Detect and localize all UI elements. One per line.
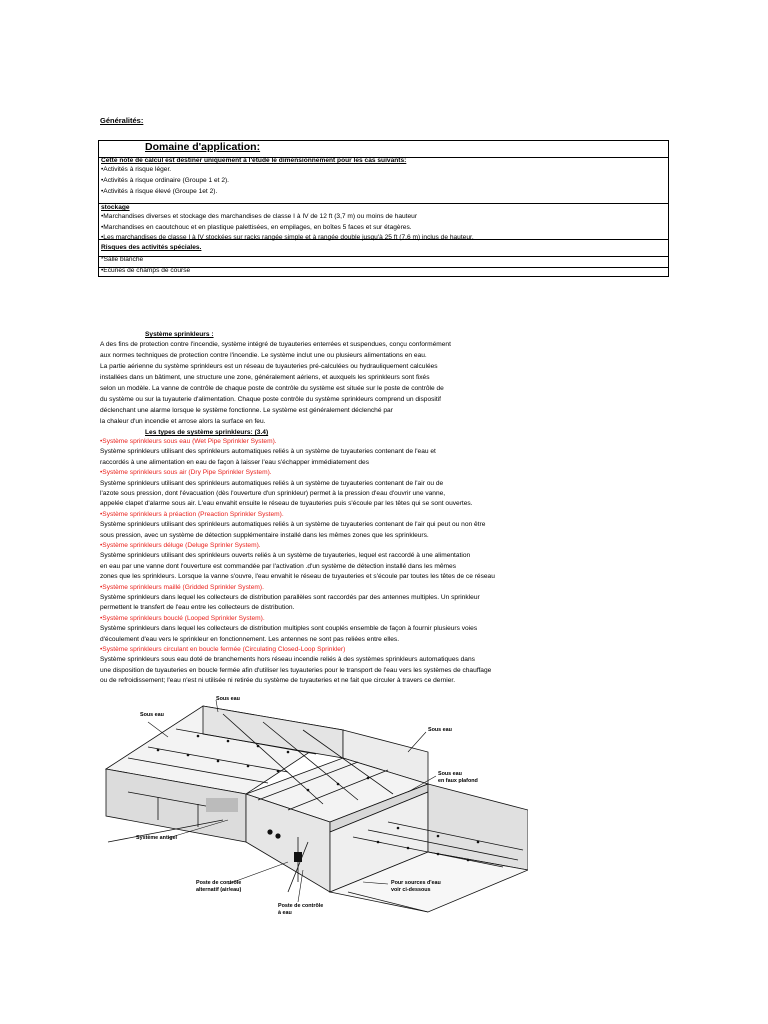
diagram-label-sources: voir ci-dessous bbox=[391, 887, 431, 893]
sprinkler-type-description: zones que les sprinkleurs. Lorsque la vanne s'ouvre, l'eau envahit le réseau de tuyauteries et s'écoule par toutes les têtes de ce réseau bbox=[100, 573, 495, 581]
sprinkler-type-description: une disposition de tuyauteries en boucle fermée afin d'utiliser les tuyauteries pour le transport de l'eau vers les systèmes de chauffage bbox=[100, 666, 492, 674]
sprinkler-type-description: Système sprinkleurs dans lequel les collecteurs de distribution parallèles sont raccordés par des antennes multiples. Un sprinkleur bbox=[100, 594, 480, 601]
sprinkler-type-description: appelée clapet d'alarme sous air. L'eau envahit ensuite le réseau de tuyauteries puis s'écoule par les têtes qui se sont ouvertes. bbox=[100, 500, 473, 508]
diagram-label-faux-plafond: Sous eau bbox=[438, 771, 462, 777]
sprinkler-type-title: •Système sprinkleurs bouclé (Looped Sprinkler System). bbox=[100, 614, 265, 622]
diagram-label-poste-alternatif: Poste de contrôle bbox=[196, 880, 242, 886]
sprinkler-type-title: •Système sprinkleurs sous air (Dry Pipe Sprinkler System). bbox=[100, 469, 272, 477]
sprinkler-type-description: Système sprinkleurs utilisant des sprinkleurs automatiques reliés à un système de tuyauteries contenant de l'air qui peut ou non être bbox=[100, 521, 486, 529]
sprinkler-type-title: •Système sprinkleurs déluge (Deluge Sprinler System). bbox=[100, 542, 261, 549]
sprinkler-type-description: permettent le transfert de l'eau entre les collecteurs de distribution. bbox=[100, 604, 295, 612]
risque-item: *Salle blanche bbox=[101, 256, 144, 263]
box-divider bbox=[99, 203, 668, 204]
sprinkler-type-description: ou de refroidissement; l'eau n'est ni utilisée ni retirée du système de tuyauteries et ne fait que circuler à travers ce dernier. bbox=[100, 677, 456, 685]
stockage-title: stockage bbox=[101, 204, 130, 211]
diagram-label-poste-eau: à eau bbox=[278, 910, 292, 916]
sprinkler-type-description: sous pression, avec un système de détection supplémentaire installé dans les mêmes zones que les sprinkleurs. bbox=[100, 531, 429, 539]
domain-box-title: Domaine d'application: bbox=[145, 141, 261, 153]
stockage-item: •Marchandises en caoutchouc et en plastique palettisées, en empilages, en boîtes 5 faces et sur étagères. bbox=[101, 224, 412, 231]
diagram-label-faux-plafond: en faux plafond bbox=[438, 778, 478, 784]
risque-item: •Ecuries de champs de course bbox=[101, 267, 191, 274]
sprinkler-type-description: Système sprinkleurs utilisant des sprinkleurs ouverts reliés à un système de tuyauteries, lequel est raccordé à une alimentation bbox=[100, 552, 471, 560]
intro-line: aux normes techniques de protection contre l'incendie. Le système inclut une ou plusieurs alimentations en eau. bbox=[100, 352, 427, 359]
stockage-item: •Les marchandises de classe I à IV stockées sur racks rangée simple et à rangée double jusqu'à 25 ft (7,6 m) inclus de hauteur. bbox=[101, 234, 474, 241]
domain-intro: Cette note de calcul est destiner uniquement à l'étude le dimensionnement pour les cas suivants: bbox=[101, 157, 407, 164]
sprinkler-type-description: d'écoulement d'eau vers le sprinkleur en fonctionnement. Les antennes ne sont pas reliées entre elles. bbox=[100, 635, 400, 643]
intro-line: La partie aérienne du système sprinkleurs est un réseau de tuyauteries pré-calculées ou hydrauliquement calculées bbox=[100, 363, 438, 370]
diagram-label-poste-eau: Poste de contrôle bbox=[278, 903, 324, 909]
intro-line: du système ou sur la tuyauterie d'alimentation. Chaque poste contrôle du système sprinkleurs comprend un dispositif bbox=[100, 396, 442, 403]
stockage-item: •Marchandises diverses et stockage des marchandises de classe I à IV de 12 ft (3,7 m) ou moins de hauteur bbox=[101, 213, 418, 220]
diagram-label-sources: Pour sources d'eau bbox=[391, 880, 441, 886]
diagram-label-antigel: Système antigel bbox=[136, 835, 178, 841]
sprinkler-type-title: •Système sprinkleurs sous eau (Wet Pipe Sprinkler System). bbox=[100, 438, 277, 445]
diagram-label-sous-eau: Sous eau bbox=[216, 696, 240, 702]
activity-item: •Activités à risque ordinaire (Groupe 1 et 2). bbox=[101, 177, 230, 184]
activity-item: •Activités à risque léger. bbox=[101, 166, 172, 173]
diagram-label-sous-eau: Sous eau bbox=[140, 712, 164, 718]
sprinkler-section-title: Système sprinkleurs : bbox=[145, 331, 214, 338]
intro-line: installées dans un bâtiment, une structure une zone, généralement aériens, et auxquels les sprinkleurs sont fixés bbox=[100, 374, 430, 381]
sprinkler-type-title: •Système sprinkleurs maillé (Gridded Sprinkler System). bbox=[100, 583, 264, 591]
sprinkler-type-description: Système sprinkleurs dans lequel les collecteurs de distribution multiples sont couplés ensemble de façon à fournir plusieurs voies bbox=[100, 625, 478, 633]
intro-line: selon un modèle. La vanne de contrôle de chaque poste de contrôle du système est située sur le poste de contrôle de bbox=[100, 385, 444, 392]
sprinkler-type-description: Système sprinkleurs utilisant des sprinkleurs automatiques reliés à un système de tuyauteries contenant de l'air ou de bbox=[100, 479, 444, 487]
intro-line: A des fins de protection contre l'incendie, système intégré de tuyauteries enterrées et suspendues, conçu conformément bbox=[100, 341, 451, 348]
sprinkler-type-description: Système sprinkleurs utilisant des sprinkleurs automatiques reliés à un système de tuyauteries contenant de l'eau et bbox=[100, 448, 436, 456]
intro-line: la chaleur d'un incendie et arrose alors la surface en feu. bbox=[100, 418, 266, 425]
sprinkler-type-description: en eau par une vanne dont l'ouverture est commandée par l'activation .d'un système de détection installé dans les mêmes bbox=[100, 562, 457, 570]
sprinkler-type-title: •Système sprinkleurs à préaction (Preaction Sprinkler System). bbox=[100, 510, 284, 518]
diagram-label-sous-eau: Sous eau bbox=[428, 727, 452, 733]
sprinkler-type-title: •Système sprinkleurs circulant en boucle fermée (Circulating Closed-Loop Sprinkler) bbox=[100, 646, 346, 653]
sprinkler-type-description: raccordés à une alimentation en eau de façon à laisser l'eau s'échapper immédiatement des bbox=[100, 458, 369, 466]
risques-title: Risques des activités spéciales. bbox=[101, 244, 202, 251]
box-divider bbox=[99, 256, 668, 257]
types-title: Les types de système sprinkleurs: (3.4) bbox=[145, 429, 269, 436]
sprinkler-type-description: Système sprinkleurs sous eau doté de branchements hors réseau incendie reliés à des systèmes sprinkleurs automatiques dans bbox=[100, 656, 475, 664]
sprinkler-type-description: l'azote sous pression, dont l'évacuation (dès l'ouverture d'un sprinkleur) permet à la pression d'eau d'ouvrir une vanne, bbox=[100, 490, 446, 497]
section-heading-generalites: Généralités: bbox=[100, 116, 144, 125]
intro-line: déclenchant une alarme lorsque le système fonctionne. Le système est généralement déclenché par bbox=[100, 407, 393, 414]
diagram-label-poste-alternatif: alternatif (air/eau) bbox=[196, 887, 242, 893]
activity-item: •Activités à risque élevé (Groupe 1et 2). bbox=[101, 188, 218, 195]
sprinkler-building-diagram bbox=[98, 692, 528, 922]
